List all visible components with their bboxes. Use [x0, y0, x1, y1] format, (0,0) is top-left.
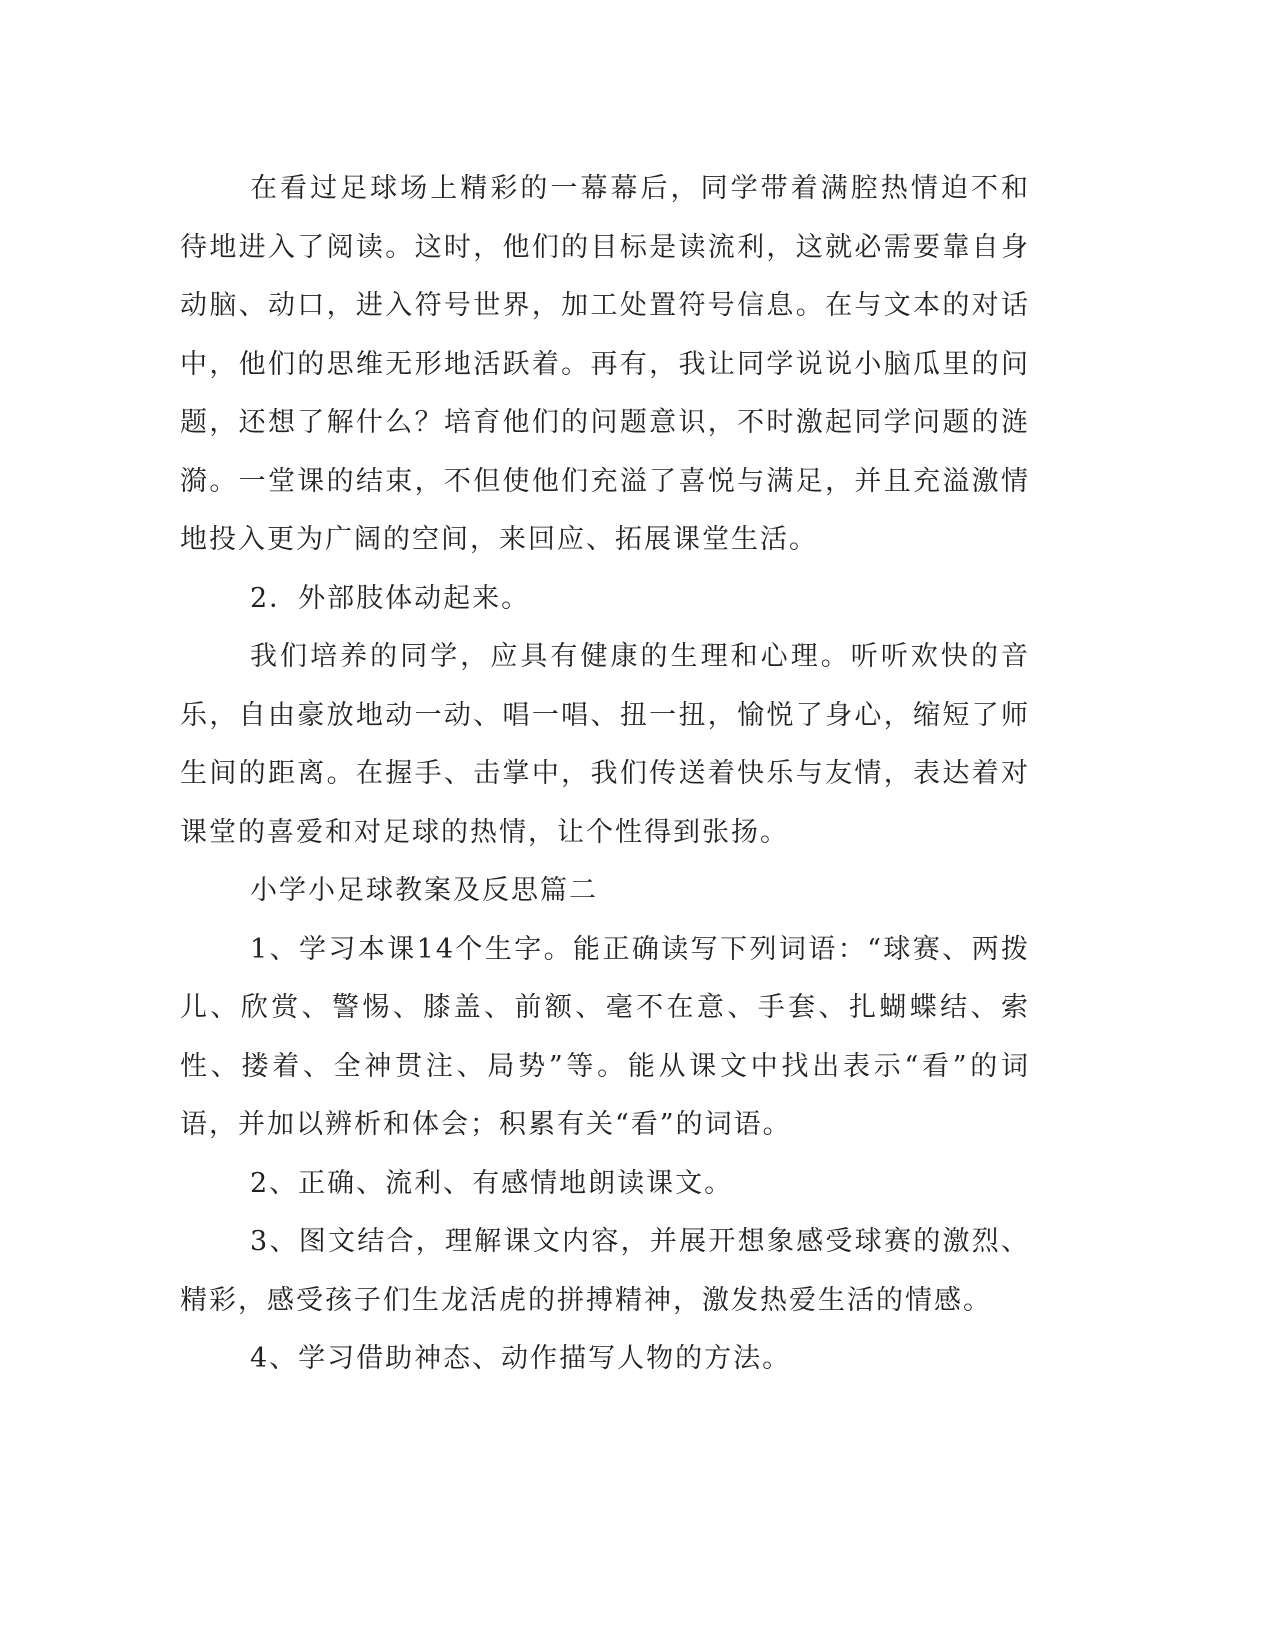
section-title-part-two: 小学小足球教案及反思篇二 — [250, 875, 598, 906]
goal-item-3: 3、图文结合，理解课文内容，并展开想象感受球赛的激烈、精彩，感受孩子们生龙活虎的拼搏精神，激发热爱生活的情感。 — [180, 1226, 1030, 1316]
paragraph-health-music: 我们培养的同学，应具有健康的生理和心理。听听欢快的音乐，自由豪放地动一动、唱一唱、扭一扭，愉悦了身心，缩短了师生间的距离。在握手、击掌中，我们传送着快乐与友情，表达着对课堂的喜爱和对足球的热情，让个性得到张扬。 — [180, 641, 1030, 848]
document-body — [180, 160, 1030, 1389]
goal-item-2: 2、正确、流利、有感情地朗读课文。 — [250, 1167, 734, 1199]
goal-item-1: 1、学习本课14个生字。能正确读写下列词语：“球赛、两拨儿、欣赏、警惕、膝盖、前额、毫不在意、手套、扎蝴蝶结、索性、搂着、全神贯注、局势”等。能从课文中找出表示“看”的词语，并加以辨析和体会；积累有关“看”的词语。 — [180, 933, 1030, 1140]
paragraph-heading-body-movement: 2．外部肢体动起来。 — [250, 582, 531, 614]
paragraph-reading-reflection: 在看过足球场上精彩的一幕幕后，同学带着满腔热情迫不和待地进入了阅读。这时，他们的目标是读流利，这就必需要靠自身动脑、动口，进入符号世界，加工处置符号信息。在与文本的对话中，他们的思维无形地活跃着。再有，我让同学说说小脑瓜里的问题，还想了解什么？培育他们的问题意识，不时激起同学问题的涟漪。一堂课的结束，不但使他们充溢了喜悦与满足，并且充溢激情地投入更为广阔的空间，来回应、拓展课堂生活。 — [180, 173, 1030, 555]
goal-item-4: 4、学习借助神态、动作描写人物的方法。 — [250, 1343, 792, 1374]
